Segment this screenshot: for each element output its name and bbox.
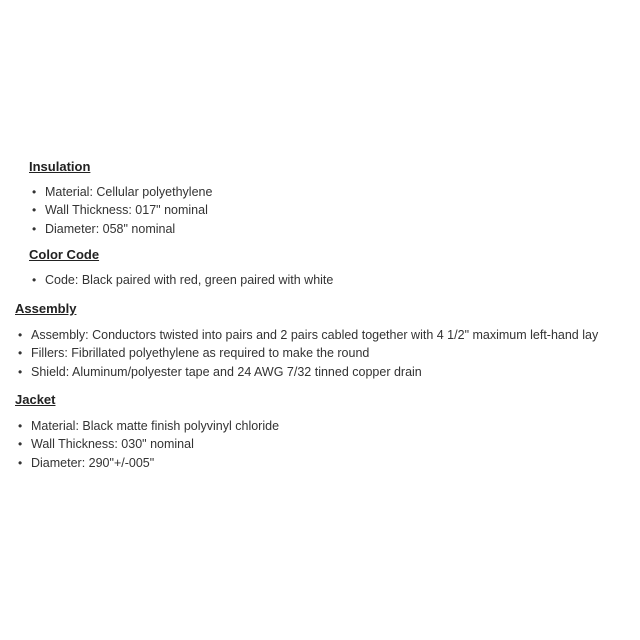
list-item-text: Wall Thickness: 017" nominal	[45, 203, 208, 218]
list-item	[18, 344, 598, 362]
list-item	[18, 326, 599, 344]
list-item-text: Diameter: 058" nominal	[45, 221, 176, 236]
bullet-icon: •	[32, 221, 37, 236]
bullet-icon: •	[32, 185, 37, 199]
bullet-icon: •	[18, 346, 23, 361]
list-item-text: Material: Black matte finish polyvinyl chloride	[31, 419, 280, 433]
bullet-icon: •	[32, 203, 37, 218]
color-code-heading: Color Code	[29, 247, 100, 262]
list-item	[32, 220, 212, 238]
list-item	[18, 363, 598, 381]
color-code-list	[32, 271, 334, 289]
list-item	[18, 417, 280, 435]
list-item	[32, 271, 334, 289]
color-code-section	[29, 246, 333, 289]
jacket-section	[15, 391, 279, 472]
insulation-heading: Insulation	[29, 159, 91, 174]
insulation-list	[32, 183, 213, 238]
list-item	[18, 454, 279, 472]
insulation-section	[29, 158, 212, 238]
bullet-icon: •	[18, 455, 23, 470]
jacket-list	[18, 417, 280, 472]
list-item-text: Assembly: Conductors twisted into pairs and 2 pairs cabled together with 4 1/2" maximum left-hand lay	[31, 328, 599, 342]
list-item-text: Material: Cellular polyethylene	[45, 185, 213, 199]
bullet-icon: •	[18, 437, 23, 452]
list-item	[18, 435, 279, 453]
assembly-section	[15, 300, 598, 381]
bullet-icon: •	[32, 273, 37, 287]
bullet-icon: •	[18, 328, 23, 342]
assembly-list	[18, 326, 599, 381]
list-item-text: Fillers: Fibrillated polyethylene as required to make the round	[31, 346, 370, 361]
assembly-heading: Assembly	[15, 301, 77, 316]
list-item	[32, 183, 213, 201]
bullet-icon: •	[18, 364, 23, 379]
jacket-heading: Jacket	[15, 392, 56, 407]
list-item-text: Wall Thickness: 030" nominal	[31, 437, 194, 452]
list-item-text: Code: Black paired with red, green paired with white	[45, 273, 334, 287]
list-item-text: Diameter: 290"+/-005"	[31, 455, 155, 470]
bullet-icon: •	[18, 419, 23, 433]
list-item	[32, 201, 212, 219]
list-item-text: Shield: Aluminum/polyester tape and 24 AWG 7/32 tinned copper drain	[31, 364, 422, 379]
